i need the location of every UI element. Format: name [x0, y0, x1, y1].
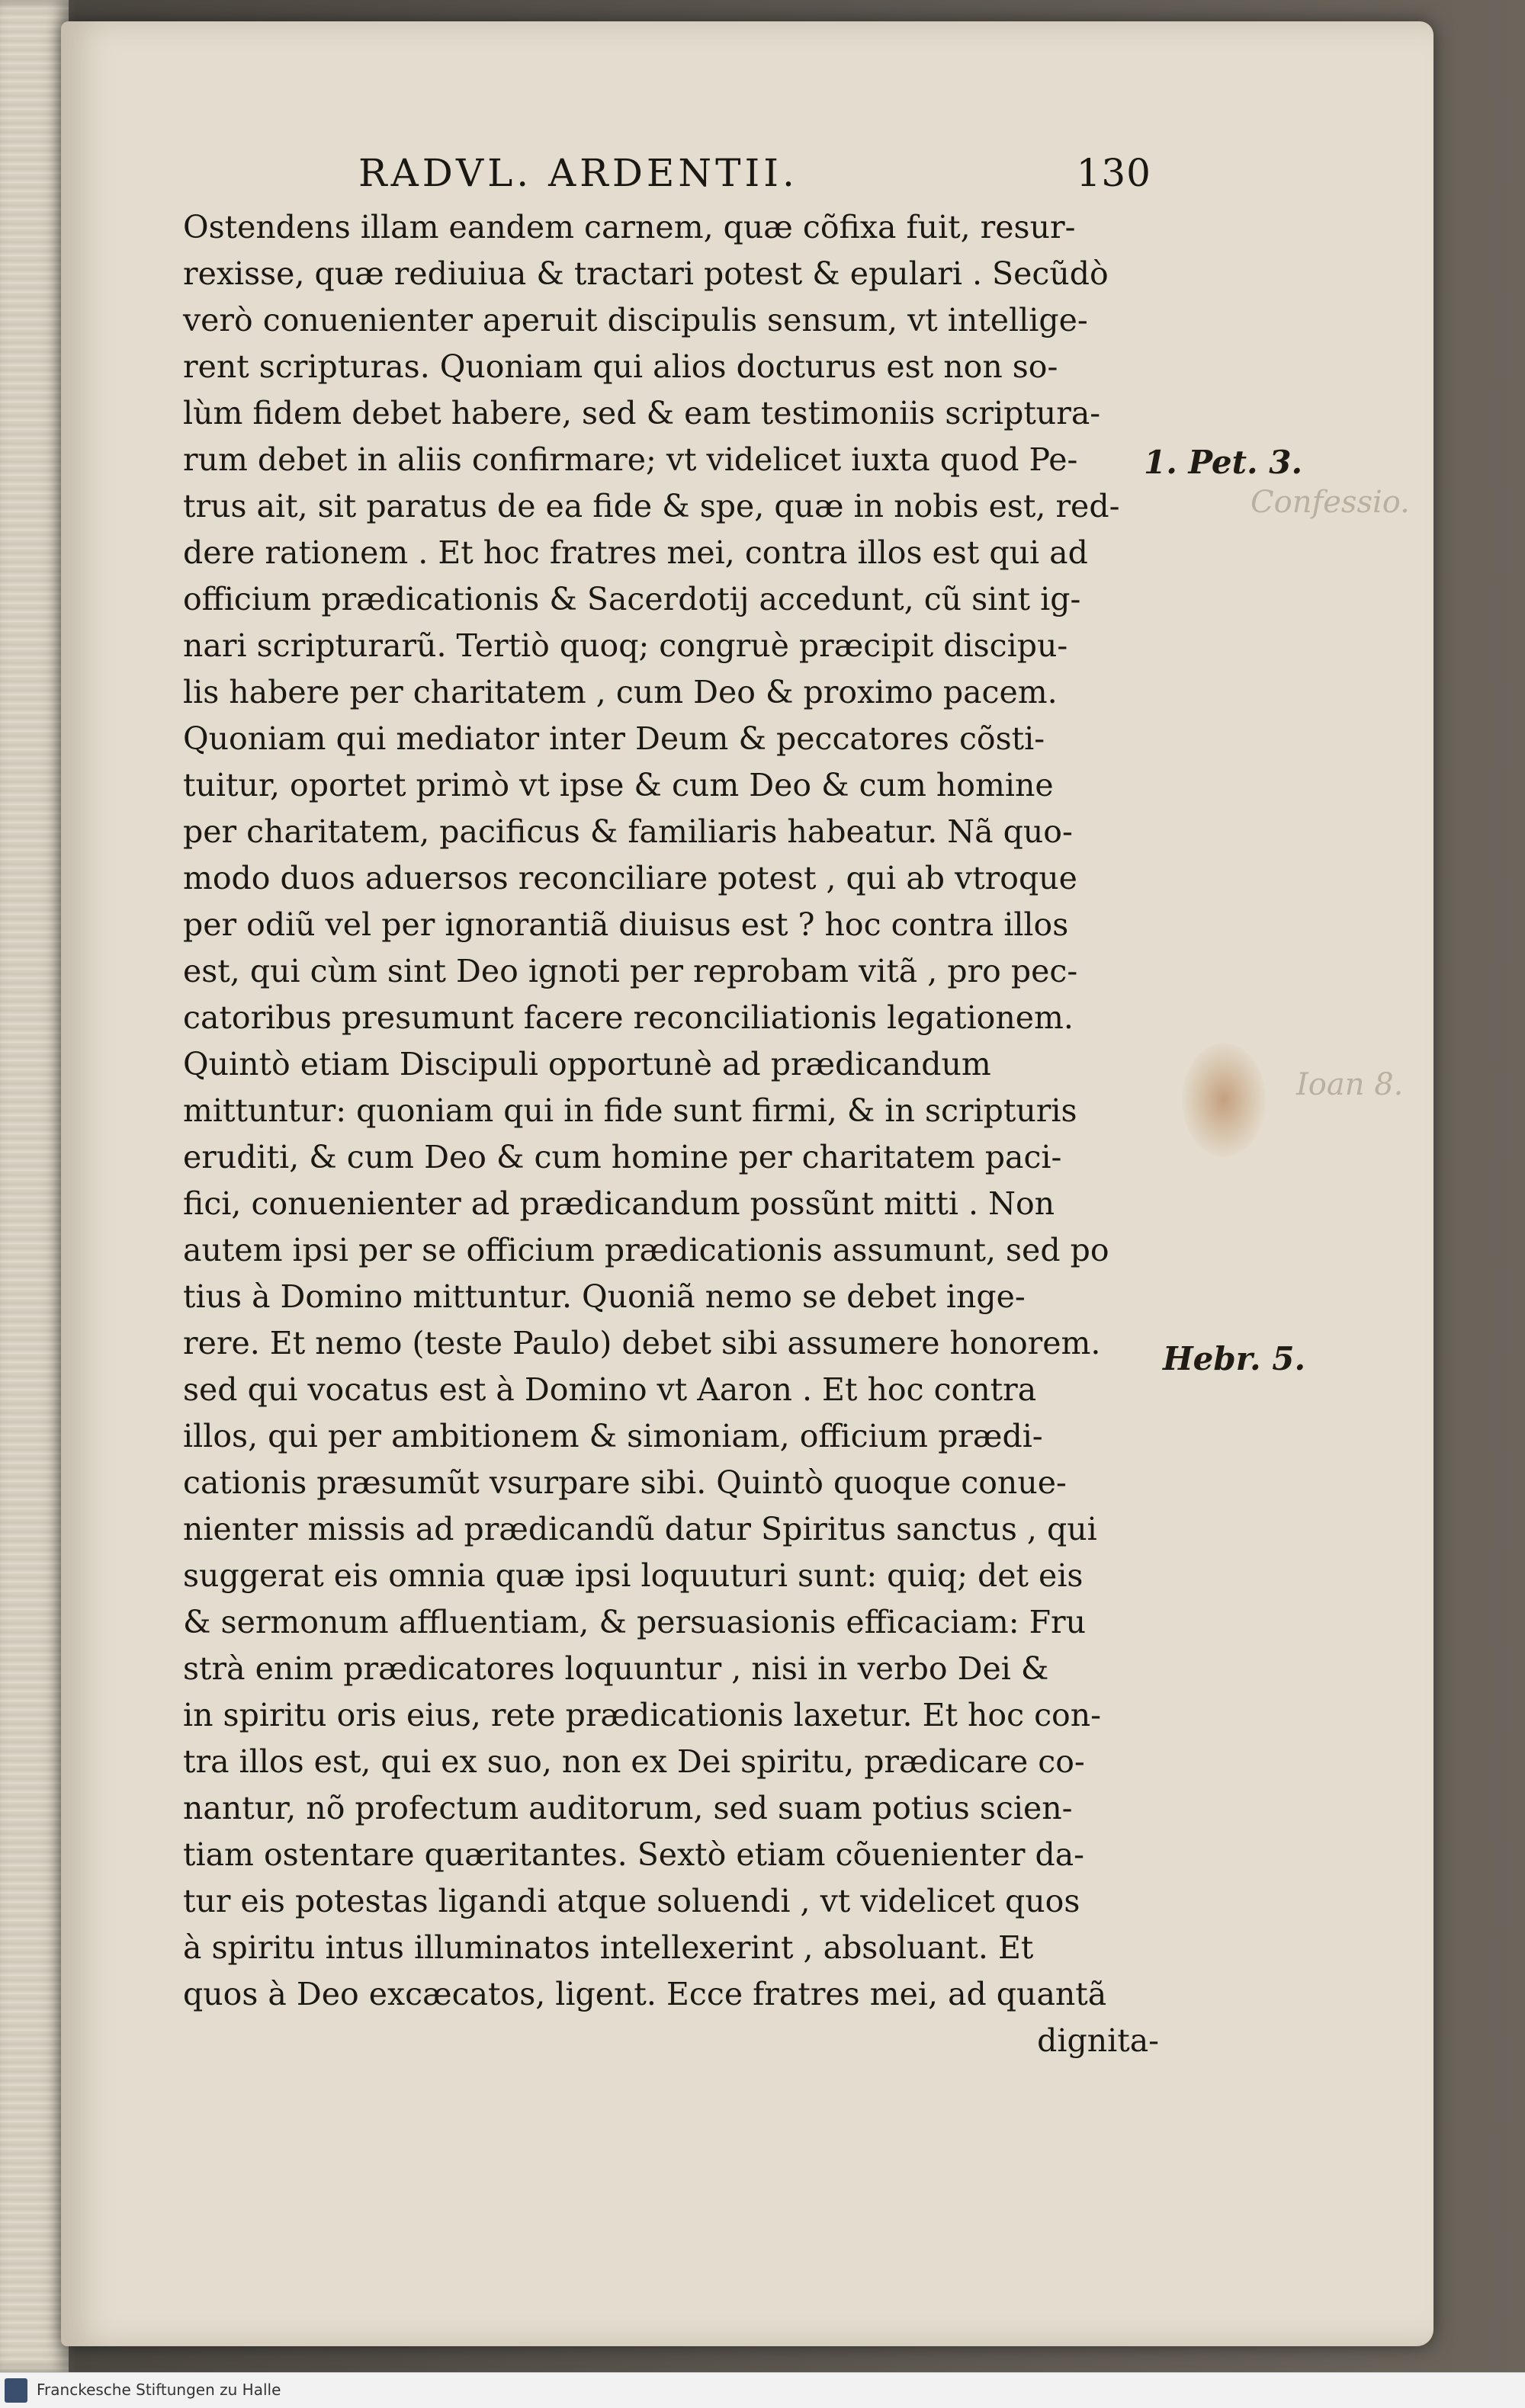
text-line: tur eis potestas ligandi atque soluendi , vt videlicet quos [183, 1883, 1080, 1919]
footer-bar [0, 2372, 1525, 2408]
library-logo-icon [5, 2378, 27, 2403]
running-head: RADVL. ARDENTII. [358, 151, 798, 195]
text-line: nienter missis ad prædicandũ datur Spiritus sanctus , qui [183, 1511, 1097, 1547]
text-line: mittuntur: quoniam qui in fide sunt firmi, & in scripturis [183, 1092, 1077, 1129]
previous-page-edge [0, 0, 69, 2372]
bleed-through-text: Ioan 8. [1296, 1067, 1404, 1102]
text-line: strà enim prædicatores loquuntur , nisi in verbo Dei & [183, 1650, 1049, 1687]
text-line: modo duos aduersos reconciliare potest , qui ab vtroque [183, 860, 1077, 896]
catchword: dignita- [1037, 2022, 1159, 2059]
text-line: est, qui cùm sint Deo ignoti per reprobam vitã , pro pec- [183, 953, 1078, 989]
text-line: nari scripturarũ. Tertiò quoq; congruè præcipit discipu- [183, 627, 1068, 664]
marginal-note-1-pet: 1. Pet. 3. [1144, 444, 1303, 481]
text-line: rere. Et nemo (teste Paulo) debet sibi assumere honorem. [183, 1325, 1101, 1361]
text-line: lùm fidem debet habere, sed & eam testimoniis scriptura- [183, 395, 1101, 431]
text-line: cationis præsumũt vsurpare sibi. Quintò quoque conue- [183, 1464, 1067, 1501]
text-line: illos, qui per ambitionem & simoniam, officium prædi- [183, 1418, 1043, 1454]
text-line: & sermonum affluentiam, & persuasionis efficaciam: Fru [183, 1604, 1087, 1640]
text-line: eruditi, & cum Deo & cum homine per charitatem paci- [183, 1139, 1062, 1175]
footer-credit: Franckesche Stiftungen zu Halle [37, 2381, 281, 2399]
text-line: lis habere per charitatem , cum Deo & proximo pacem. [183, 674, 1058, 710]
text-line: suggerat eis omnia quæ ipsi loquuturi sunt: quiq; det eis [183, 1557, 1084, 1594]
text-line: trus ait, sit paratus de ea fide & spe, quæ in nobis est, red- [183, 488, 1120, 524]
text-line: officium prædicationis & Sacerdotij accedunt, cũ sint ig- [183, 581, 1081, 617]
text-line: per odiũ vel per ignorantiã diuisus est ? hoc contra illos [183, 906, 1069, 943]
bleed-through-text: Confessio. [1250, 485, 1410, 520]
text-line: à spiritu intus illuminatos intellexerint , absoluant. Et [183, 1929, 1034, 1966]
text-line: fici, conuenienter ad prædicandum possũnt mitti . Non [183, 1185, 1055, 1222]
text-line: tius à Domino mittuntur. Quoniã nemo se debet inge- [183, 1278, 1026, 1315]
text-line: autem ipsi per se officium prædicationis assumunt, sed po [183, 1232, 1109, 1268]
text-line: rent scripturas. Quoniam qui alios docturus est non so- [183, 348, 1058, 385]
text-line: in spiritu oris eius, rete prædicationis laxetur. Et hoc con- [183, 1697, 1101, 1733]
page-header [358, 151, 1151, 204]
marginal-note-hebr: Hebr. 5. [1163, 1340, 1306, 1377]
text-line: Quoniam qui mediator inter Deum & peccatores cõsti- [183, 720, 1045, 757]
text-line: tuitur, oportet primò vt ipse & cum Deo & cum homine [183, 767, 1054, 803]
text-line: catoribus presumunt facere reconciliationis legationem. [183, 999, 1074, 1036]
body-text [183, 204, 1159, 2064]
text-line: sed qui vocatus est à Domino vt Aaron . Et hoc contra [183, 1371, 1037, 1408]
paper-stain [1182, 1043, 1266, 1157]
text-line: nantur, nõ profectum auditorum, sed suam potius scien- [183, 1790, 1073, 1826]
text-line: Ostendens illam eandem carnem, quæ cõfixa fuit, resur- [183, 209, 1076, 245]
text-line: quos à Deo excæcatos, ligent. Ecce fratres mei, ad quantã [183, 1976, 1107, 2012]
text-line: dere rationem . Et hoc fratres mei, contra illos est qui ad [183, 534, 1088, 571]
text-line: verò conuenienter aperuit discipulis sensum, vt intellige- [183, 302, 1088, 338]
page-number: 130 [1076, 151, 1151, 195]
text-line: rum debet in aliis confirmare; vt videlicet iuxta quod Pe- [183, 441, 1078, 478]
text-line: tra illos est, qui ex suo, non ex Dei spiritu, prædicare co- [183, 1743, 1085, 1780]
text-line: per charitatem, pacificus & familiaris habeatur. Nã quo- [183, 813, 1073, 850]
text-line: rexisse, quæ rediuiua & tractari potest & epulari . Secũdò [183, 255, 1109, 292]
text-line: Quintò etiam Discipuli opportunè ad prædicandum [183, 1046, 991, 1082]
text-line: tiam ostentare quæritantes. Sextò etiam cõuenienter da- [183, 1836, 1084, 1873]
